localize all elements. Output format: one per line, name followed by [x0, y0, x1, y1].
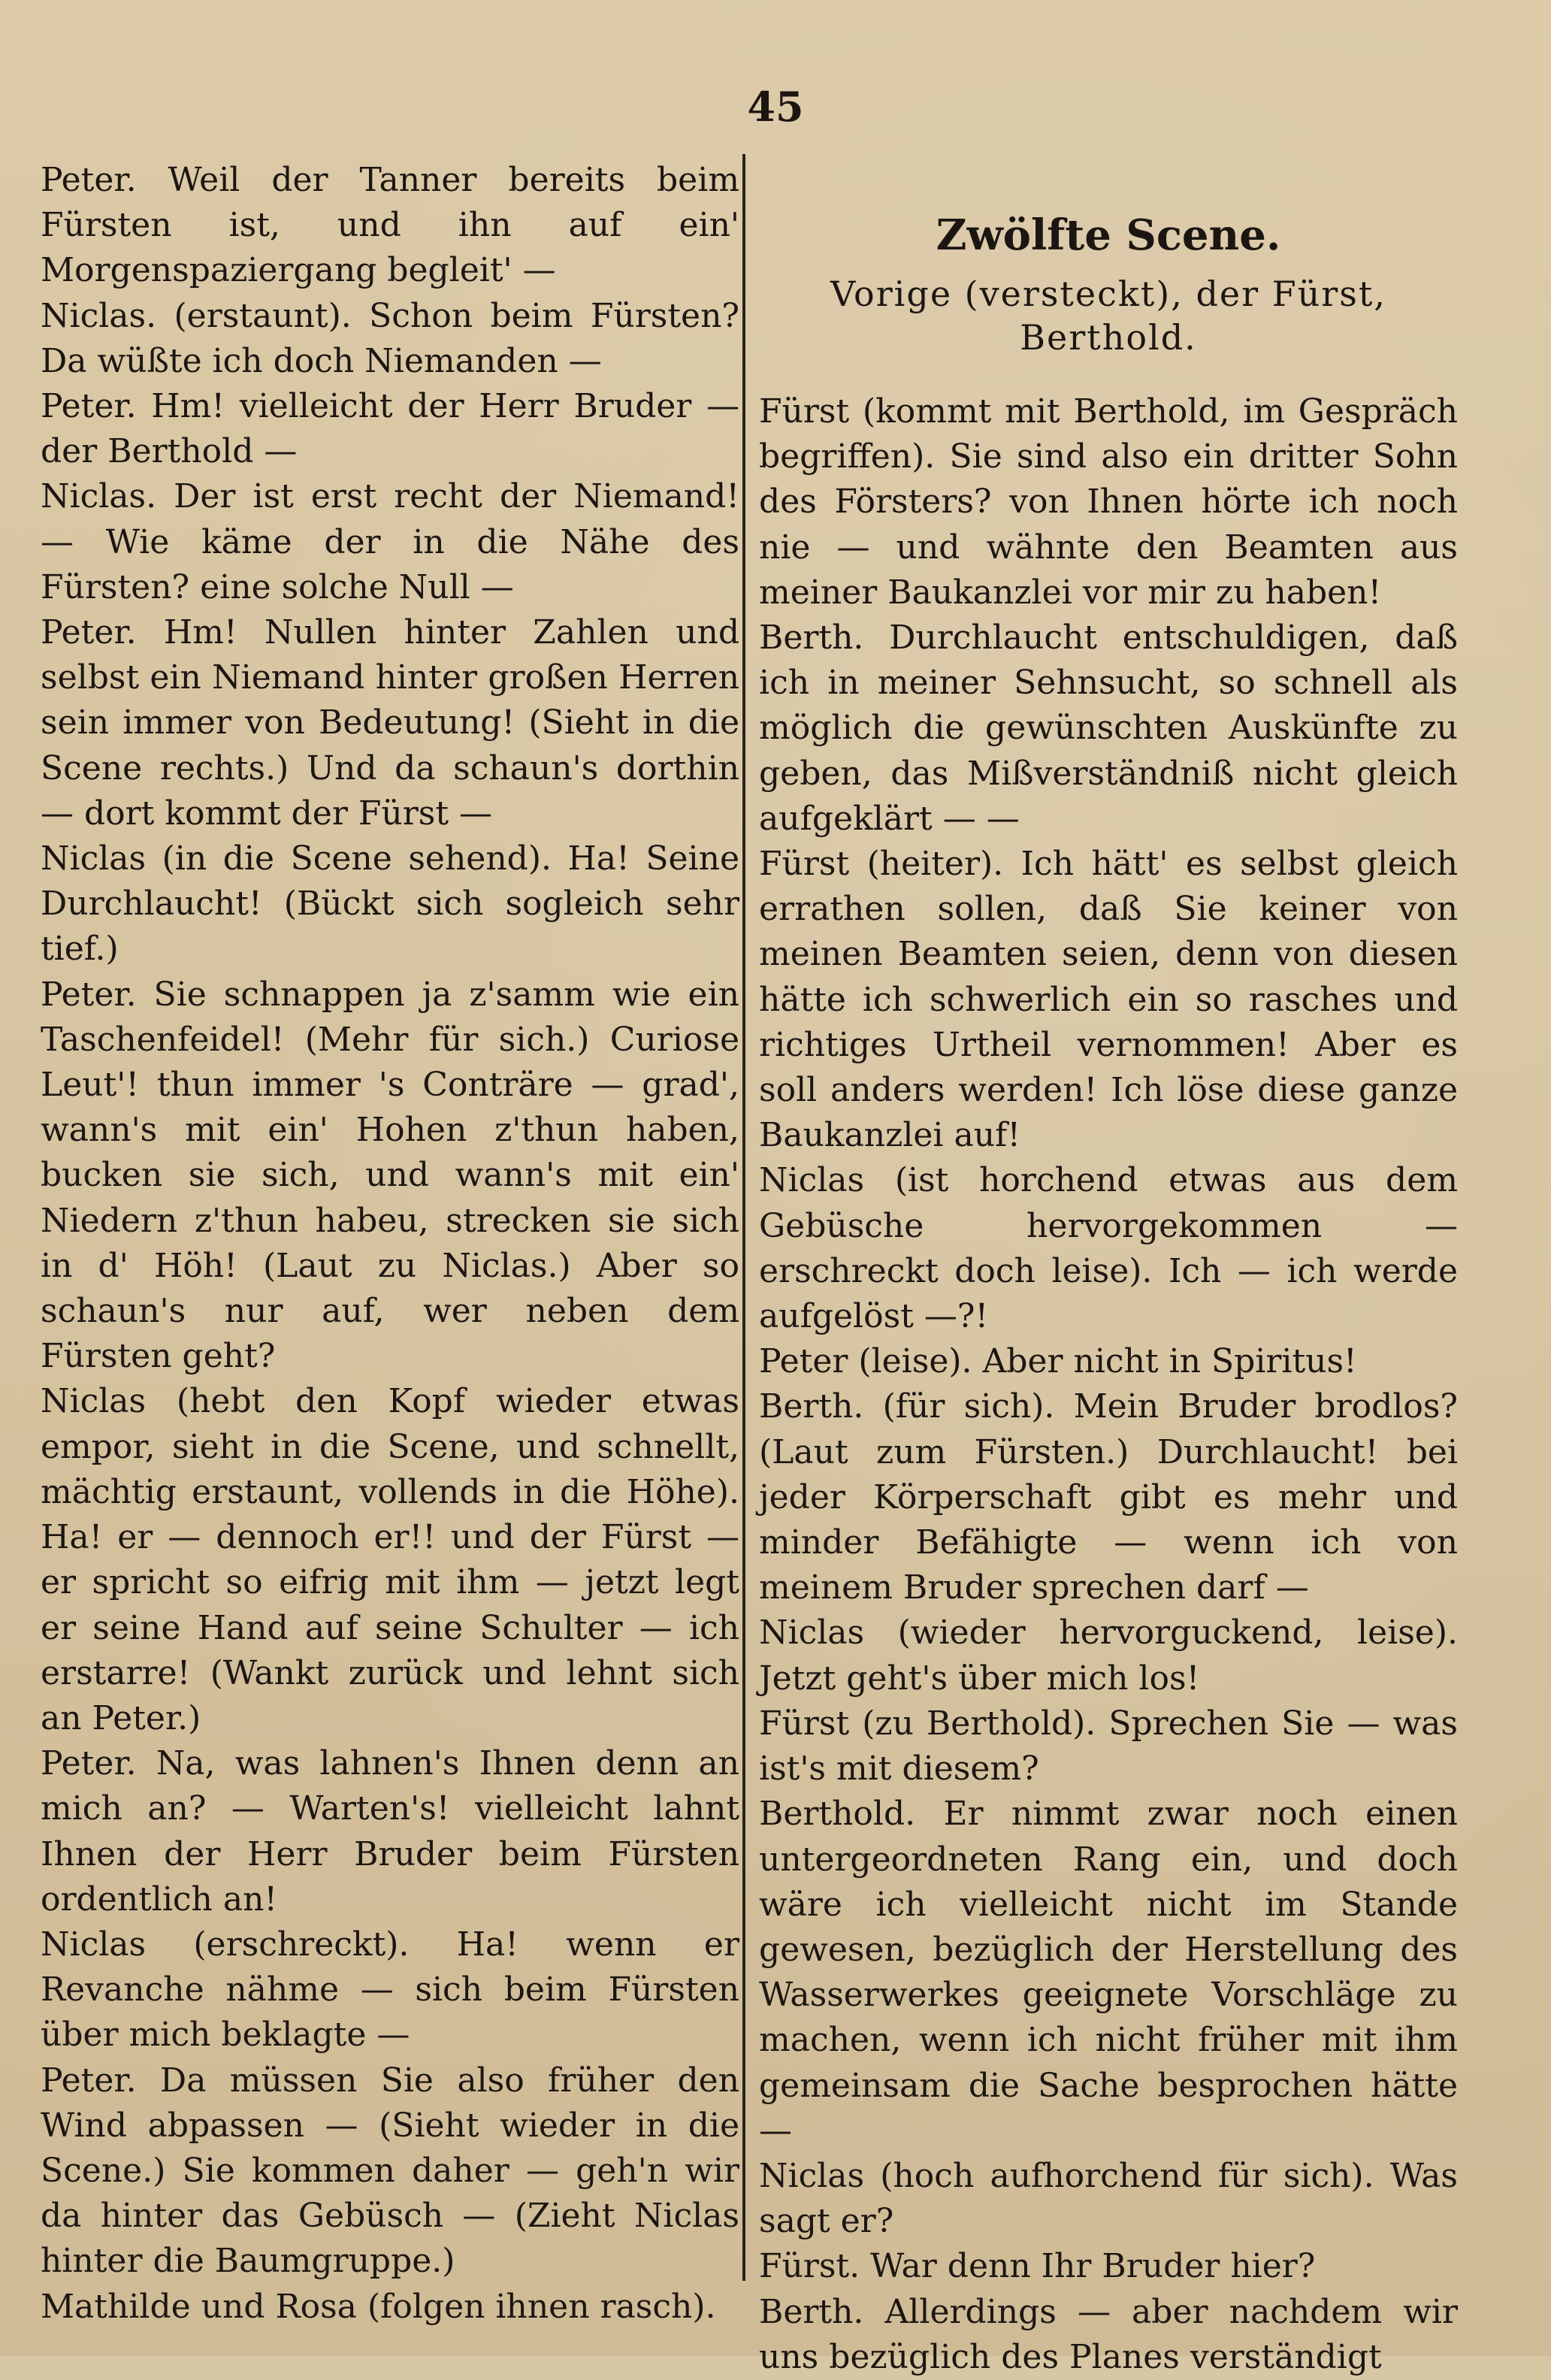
- column-divider: [742, 154, 745, 2281]
- right-column: [759, 158, 1458, 2376]
- left-column-text: Peter. Weil der Tanner bereits beim Fürsten ist, und ihn auf ein' Morgenspaziergang begleit' — Niclas. (erstaunt). Schon beim Fürsten? Da wüßte ich doch Niemanden — Peter. Hm! vielleicht der Herr Bruder — der Berthold — Niclas. Der ist erst recht der Niemand! — Wie käme der in die Nähe des Fürsten? eine solche Null — Peter. Hm! Nullen hinter Zahlen und selbst ein Niemand hinter großen Herren sein immer von Bedeutung! (Sieht in die Scene rechts.) Und da schaun's dorthin — dort kommt der Fürst — Niclas (in die Scene sehend). Ha! Seine Durchlaucht! (Bückt sich sogleich sehr tief.) Peter. Sie schnappen ja z'samm wie ein Taschenfeidel! (Mehr für sich.) Curiose Leut'! thun immer 's Conträre — grad', wann's mit ein' Hohen z'thun haben, bucken sie sich, und wann's mit ein' Niedern z'thun habeu, strecken sie sich in d' Höh! (Laut zu Niclas.) Aber so schaun's nur auf, wer neben dem Fürsten geht? Niclas (hebt den Kopf wieder etwas empor, sieht in die Scene, und schnellt, mächtig erstaunt, vollends in die Höhe). Ha! er — dennoch er!! und der Fürst — er spricht so eifrig mit ihm — jetzt legt er seine Hand auf seine Schulter — ich erstarre! (Wankt zurück und lehnt sich an Peter.) Peter. Na, was lahnen's Ihnen denn an mich an? — Warten's! vielleicht lahnt Ihnen der Herr Bruder beim Fürsten ordentlich an! Niclas (erschreckt). Ha! wenn er Revanche nähme — sich beim Fürsten über mich beklagte — Peter. Da müssen Sie also früher den Wind abpassen — (Sieht wieder in die Scene.) Sie kommen daher — geh'n wir da hinter das Gebüsch — (Zieht Niclas hinter die Baumgruppe.) Mathilde und Rosa (folgen ihnen rasch).: [41, 161, 739, 2326]
- scene-title: Zwölfte Scene.: [936, 210, 1281, 260]
- left-column: [41, 158, 739, 2326]
- page-number: 45: [747, 83, 804, 131]
- right-column-text: Fürst (kommt mit Berthold, im Gespräch begriffen). Sie sind also ein dritter Sohn des Försters? von Ihnen hörte ich noch nie — und wähnte den Beamten aus meiner Baukanzlei vor mir zu haben! Berth. Durchlaucht entschuldigen, daß ich in meiner Sehnsucht, so schnell als möglich die gewünschten Auskünfte zu geben, das Mißverständniß nicht gleich aufgeklärt — — Fürst (heiter). Ich hätt' es selbst gleich errathen sollen, daß Sie keiner von meinen Beamten seien, denn von diesen hätte ich schwerlich ein so rasches und richtiges Urtheil vernommen! Aber es soll anders werden! Ich löse diese ganze Baukanzlei auf! Niclas (ist horchend etwas aus dem Gebüsche hervorgekommen — erschreckt doch leise). Ich — ich werde aufgelöst —?! Peter (leise). Aber nicht in Spiritus! Berth. (für sich). Mein Bruder brodlos? (Laut zum Fürsten.) Durchlaucht! bei jeder Körperschaft gibt es mehr und minder Befähigte — wenn ich von meinem Bruder sprechen darf — Niclas (wieder hervorguckend, leise). Jetzt geht's über mich los! Fürst (zu Berthold). Sprechen Sie — was ist's mit diesem? Berthold. Er nimmt zwar noch einen untergeordneten Rang ein, und doch wäre ich vielleicht nicht im Stande gewesen, bezüglich der Herstellung des Wasserwerkes geeignete Vorschläge zu machen, wenn ich nicht früher mit ihm gemeinsam die Sache besprochen hätte — Niclas (hoch aufhorchend für sich). Was sagt er? Fürst. War denn Ihr Bruder hier? Berth. Allerdings — aber nachdem wir uns bezüglich des Planes verständigt: [759, 392, 1458, 2376]
- scene-cast-list: Vorige (versteckt), der Fürst, Berthold.: [830, 274, 1386, 358]
